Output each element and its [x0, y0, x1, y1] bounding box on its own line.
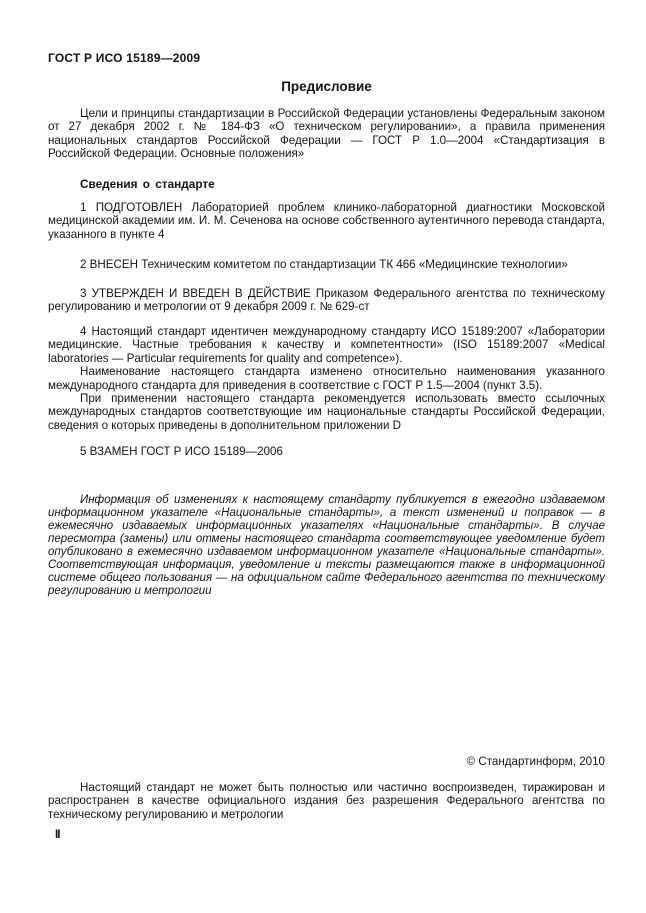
item-4-note-2: При применении настоящего стандарта рекомендуется использовать вместо ссылочных международных стандартов соответствующие им национальные стандарты Российской Федерации, сведения о которых приведены в дополнительном приложении D — [48, 392, 605, 432]
standard-info-item-1 — [48, 201, 605, 241]
item-5-text: 5 ВЗАМЕН ГОСТ Р ИСО 15189—2006 — [80, 445, 283, 458]
standard-info-item-5 — [48, 445, 605, 458]
publication-info-note — [48, 494, 605, 598]
item-2-text: 2 ВНЕСЕН Техническим комитетом по стандартизации ТК 466 «Медицинские технологии» — [80, 258, 568, 271]
standard-designation: ГОСТ Р ИСО 15189—2009 — [48, 51, 201, 65]
intro-paragraph — [48, 107, 605, 161]
standard-info-item-3 — [48, 287, 605, 314]
item-3-text: 3 УТВЕРЖДЕН И ВВЕДЕН В ДЕЙСТВИЕ Приказом Федерального агентства по техническому регулированию и метрологии от 9 декабря 2009 г. № 629-ст — [48, 287, 605, 314]
publication-note-text: Информация об изменениях к настоящему стандарту публикуется в ежегодно издаваемом информационном указателе «Национальные стандарты», а текст изменений и поправок — в ежемесячно издаваемых информационных указателях «Национальные стандарты». В случае пересмотра (замены) или отмены настоящего стандарта соответствующее уведомление будет опубликовано в ежемесячно издаваемом информационном указателе «Национальные стандарты». Соответствующая информация, уведомление и тексты размещаются также в информационной системе общего пользования — на официальном сайте Федерального агентства по техническому регулированию и метрологии — [48, 494, 605, 597]
standard-info-heading: Сведения о стандарте — [80, 177, 215, 191]
copyright-line: © Стандартинформ, 2010 — [466, 755, 605, 768]
item-4-note-1: Наименование настоящего стандарта изменено относительно наименования указанного международного стандарта для приведения в соответствие с ГОСТ Р 1.5—2004 (пункт 3.5). — [48, 365, 605, 392]
standard-info-item-2 — [48, 258, 605, 271]
reproduction-notice-text: Настоящий стандарт не может быть полностью или частично воспроизведен, тиражирован и распространен в качестве официального издания без разрешения Федерального агентства по техническому регулированию и метрологии — [48, 781, 605, 821]
page-number: II — [55, 829, 60, 841]
page-title: Предисловие — [281, 79, 372, 94]
item-1-text: 1 ПОДГОТОВЛЕН Лабораторией проблем клинико-лабораторной диагностики Московской медицинской академии им. И. М. Сеченова на основе собственного аутентичного перевода стандарта, указанного в пункте 4 — [48, 201, 605, 241]
standard-info-item-4 — [48, 325, 605, 432]
intro-text: Цели и принципы стандартизации в Российской Федерации установлены Федеральным законом от 27 декабря 2002 г. № 184-ФЗ «О техническом регулировании», а правила применения национальных стандартов Российской Федерации — ГОСТ Р 1.0—2004 «Стандартизация в Российской Федерации. Основные положения» — [48, 107, 605, 161]
reproduction-notice — [48, 781, 605, 821]
item-4-main-text: 4 Настоящий стандарт идентичен международному стандарту ИСО 15189:2007 «Лаборатории медицинские. Частные требования к качеству и компетентности» (ISO 15189:2007 «Medical laboratories — Particular requirements for quality and competence»). — [48, 325, 605, 365]
